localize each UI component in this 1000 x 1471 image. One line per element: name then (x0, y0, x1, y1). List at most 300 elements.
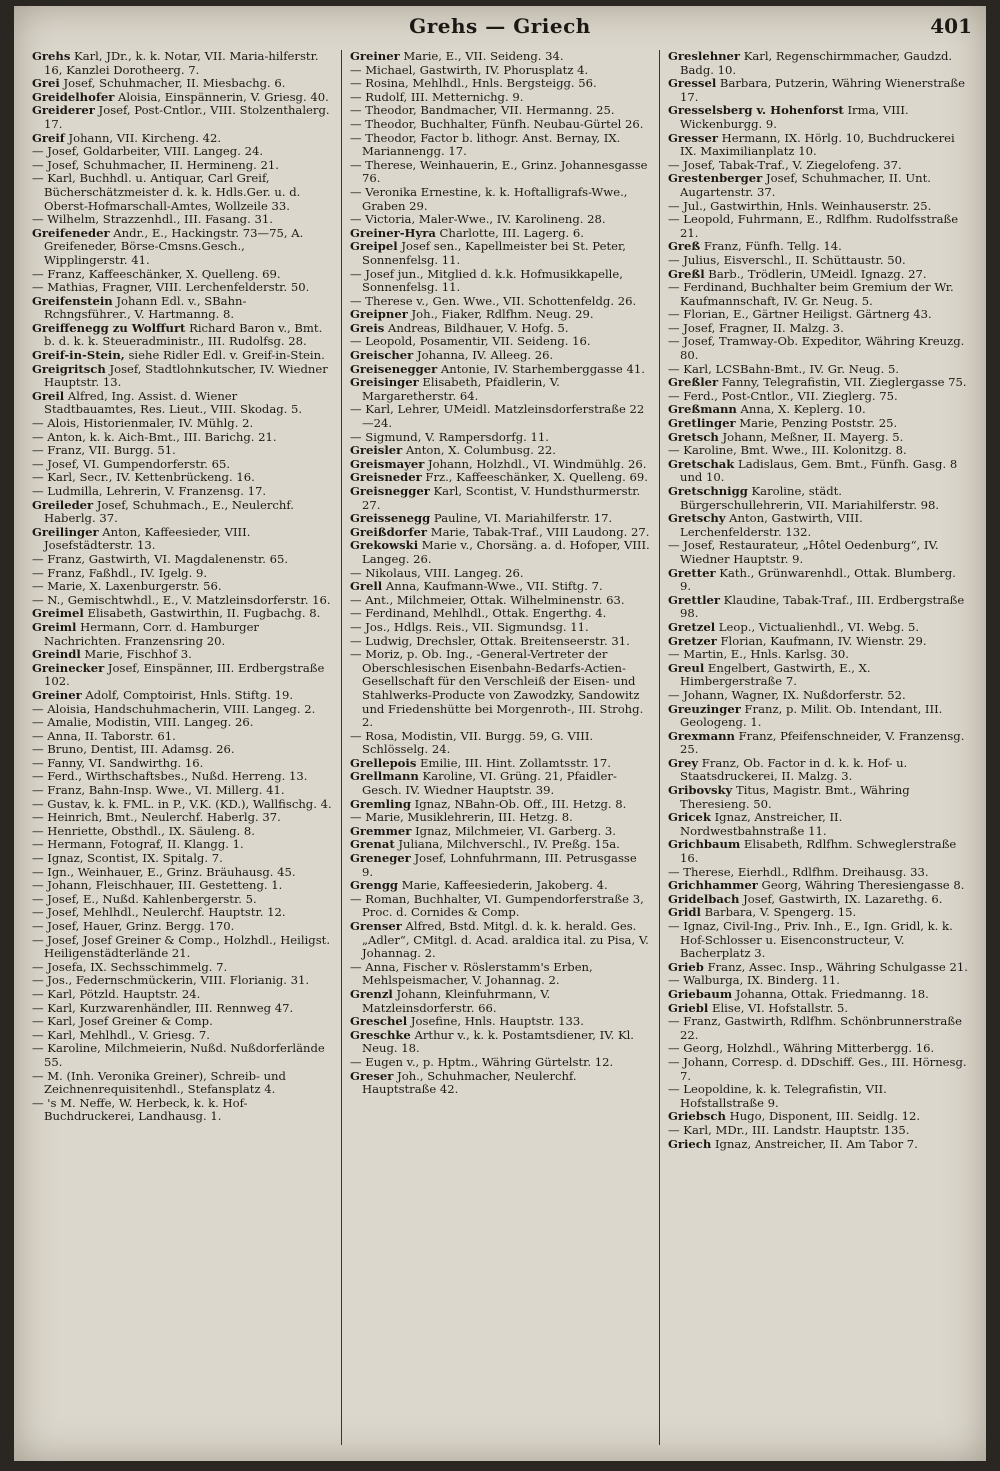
entry-surname: Grengg (350, 878, 399, 893)
entry-details: — Karl, Josef Greiner & Comp. (32, 1014, 213, 1029)
entry-details: — Johann, Wagner, IX. Nußdorferstr. 52. (668, 687, 906, 702)
directory-entry (32, 417, 332, 431)
entry-surname: Gretschak (668, 456, 735, 471)
directory-entry (350, 77, 650, 91)
entry-surname: Greindl (32, 647, 81, 662)
entry-details: — Josef, VI. Gumpendorferstr. 65. (32, 456, 231, 471)
entry-details: — Therese v., Gen. Wwe., VII. Schottenfeldg. 26. (350, 293, 637, 308)
entry-surname: Greuzinger (668, 701, 741, 716)
directory-entry (32, 689, 332, 703)
entry-details: Ignaz, Anstreicher, II. Nordwestbahnstraße 11. (680, 810, 843, 838)
directory-entry (668, 648, 968, 662)
directory-entry (668, 689, 968, 703)
entry-details: — Wilhelm, Strazzenhdl., III. Fasang. 31. (32, 212, 273, 227)
entry-details: — Leopold, Fuhrmann, E., Rdlfhm. Rudolfsstraße 21. (668, 212, 959, 240)
entry-details: Johann, VII. Kircheng. 42. (64, 130, 222, 145)
entry-details: — Veronika Ernestine, k. k. Hoftalligrafs-Wwe., Graben 29. (350, 184, 628, 213)
entry-details: Joh., Fiaker, Rdlfhm. Neug. 29. (407, 307, 594, 322)
directory-entry (32, 580, 332, 594)
entry-details: — Johann, Fleischhauer, III. Gestetteng. 1. (32, 878, 283, 893)
entry-details: Hugo, Disponent, III. Seidlg. 12. (725, 1109, 921, 1124)
entry-details: siehe Ridler Edl. v. Greif-in-Stein. (124, 348, 325, 363)
page-number: 401 (930, 14, 972, 38)
directory-entry (668, 363, 968, 377)
entry-surname: Greisenegger (350, 361, 438, 376)
entry-surname: Gridelbach (668, 891, 740, 906)
entry-surname: Greser (350, 1068, 394, 1083)
directory-entry (350, 186, 650, 213)
entry-details: Juliana, Milchverschl., IV. Preßg. 15a. (394, 837, 620, 852)
directory-entry (668, 159, 968, 173)
entry-details: — Ignaz, Scontist, IX. Spitalg. 7. (32, 851, 223, 866)
directory-entry (32, 526, 332, 553)
directory-entry (350, 349, 650, 363)
directory-entry (32, 132, 332, 146)
directory-entry (350, 730, 650, 757)
directory-entry (32, 621, 332, 648)
entry-details: Franz, Fünfh. Tellg. 14. (700, 239, 842, 254)
directory-entry (350, 485, 650, 512)
entry-details: Marie, Penzing Poststr. 25. (735, 416, 898, 431)
directory-entry (350, 118, 650, 132)
directory-entry (350, 961, 650, 988)
entry-details: Marie v., Chorsäng. a. d. Hofoper, VIII. Langeg. 26. (362, 538, 650, 566)
directory-entry (668, 730, 968, 757)
entry-details: — Therese, Eierhdl., Rdlfhm. Dreihausg. 33. (668, 864, 929, 879)
directory-entry (32, 295, 332, 322)
directory-entry (350, 648, 650, 730)
directory-entry (32, 594, 332, 608)
directory-entry (668, 784, 968, 811)
entry-surname: Greismayer (350, 456, 425, 471)
entry-details: Elise, VI. Hofstallstr. 5. (708, 1000, 849, 1015)
directory-entry (32, 104, 332, 131)
column-divider (659, 50, 660, 1445)
directory-entry (32, 1029, 332, 1043)
directory-entry (668, 635, 968, 649)
entry-details: — N., Gemischtwhdl., E., V. Matzleinsdorferstr. 16. (32, 592, 331, 607)
directory-entry (668, 104, 968, 131)
entry-details: — Karl, LCSBahn-Bmt., IV. Gr. Neug. 5. (668, 361, 900, 376)
entry-details: — Ignaz, Civil-Ing., Priv. Inh., E., Ign. Gridl, k. k. Hof-Schlosser u. Eisenconstructeur, V. Bacherplatz 3. (668, 919, 953, 961)
entry-details: Josef, Einspänner, III. Erdbergstraße 102. (44, 660, 325, 689)
entry-details: Georg, Währing Theresiengasse 8. (757, 878, 965, 893)
entry-details: — Anna, II. Taborstr. 61. (32, 728, 176, 743)
entry-details: Marie, Kaffeesiederin, Jakoberg. 4. (398, 878, 608, 893)
directory-entry (32, 172, 332, 213)
directory-entry (668, 879, 968, 893)
directory-entry (32, 716, 332, 730)
entry-details: — Theodor, Buchhalter, Fünfh. Neubau-Gürtel 26. (350, 116, 644, 131)
entry-surname: Greifeneder (32, 225, 110, 240)
entry-details: Johanna, Ottak. Friedmanng. 18. (732, 986, 929, 1001)
directory-entry (668, 403, 968, 417)
directory-entry (350, 607, 650, 621)
entry-surname: Gretlinger (668, 416, 736, 431)
entry-details: — Martin, E., Hnls. Karlsg. 30. (668, 647, 849, 662)
entry-details: — Theodor, Bandmacher, VII. Hermanng. 25. (350, 103, 615, 118)
directory-entry (32, 825, 332, 839)
directory-entry (32, 730, 332, 744)
entry-surname: Grieb (668, 959, 704, 974)
directory-entry (32, 567, 332, 581)
entry-details: — Marie, X. Laxenburgerstr. 56. (32, 579, 222, 594)
directory-entry (668, 621, 968, 635)
entry-details: Barbara, V. Spengerg. 15. (700, 905, 857, 920)
directory-entry (350, 770, 650, 797)
directory-entry (32, 50, 332, 77)
entry-details: Marie, Fischhof 3. (80, 647, 192, 662)
entry-details: — Karl, Lehrer, UMeidl. Matzleinsdorferstraße 22—24. (350, 402, 645, 431)
entry-details: — Ferd., Wirthschaftsbes., Nußd. Herreng. 13. (32, 769, 308, 784)
directory-entry (350, 213, 650, 227)
entry-details: — Karoline, Bmt. Wwe., III. Kolonitzg. 8. (668, 443, 907, 458)
entry-details: Engelbert, Gastwirth, E., X. Himbergerstraße 7. (680, 660, 871, 689)
entry-details: — Jos., Federnschmückerin, VIII. Florianig. 31. (32, 973, 310, 988)
entry-details: — Moriz, p. Ob. Ing., -General-Vertreter der Oberschlesischen Eisenbahn-Bedarfs-Actien-Gesellschaft für den Verschleiß der Eisen- und Stahlwerks-Producte von Zawodzky, Sandowitz und Friedenshütte bei Morgenroth-, III. Strohg. 2. (350, 647, 644, 730)
directory-entry (350, 240, 650, 267)
entry-surname: Gricek (668, 810, 711, 825)
entry-details: — Rudolf, III. Metternichg. 9. (350, 89, 524, 104)
entry-details: Alfred, Bstd. Mitgl. d. k. k. herald. Ges. „Adler“, CMitgl. d. Acad. araldica ital. zu Pisa, V. Johannag. 2. (362, 919, 649, 961)
directory-entry (668, 308, 968, 322)
directory-entry (32, 1070, 332, 1097)
entry-details: Franz, Pfeifenschneider, V. Franzensg. 25. (680, 728, 965, 757)
directory-entry (32, 920, 332, 934)
entry-details: — Alois, Historienmaler, IV. Mühlg. 2. (32, 416, 254, 431)
directory-entry (32, 852, 332, 866)
entry-details: — Ign., Weinhauer, E., Grinz. Bräuhausg. 45. (32, 864, 296, 879)
entry-details: — Rosa, Modistin, VII. Burgg. 59, G. VIII. Schlösselg. 24. (350, 728, 594, 757)
directory-entry (32, 471, 332, 485)
directory-entry (32, 363, 332, 390)
entry-details: — Franz, Bahn-Insp. Wwe., VI. Millerg. 41. (32, 783, 285, 798)
column-3 (668, 50, 968, 1450)
entry-details: — Karoline, Milchmeierin, Nußd. Nußdorferlände 55. (32, 1041, 325, 1069)
entry-details: Fanny, Telegrafistin, VII. Zieglergasse 75. (718, 375, 967, 390)
directory-entry (668, 390, 968, 404)
entry-details: — Josef, Tramway-Ob. Expeditor, Währing Kreuzg. 80. (668, 334, 965, 363)
entry-details: Josef, Gastwirth, IX. Lazarethg. 6. (739, 891, 943, 906)
directory-entry (668, 703, 968, 730)
entry-details: — Victoria, Maler-Wwe., IV. Karolineng. 28. (350, 212, 606, 227)
entry-surname: Greßl (668, 266, 705, 281)
entry-surname: Greilinger (32, 524, 99, 539)
directory-entry (668, 458, 968, 485)
entry-details: Josef, Schuhmach., E., Neulerchf. Haberlg. 37. (44, 497, 294, 526)
entry-details: — Michael, Gastwirth, IV. Phorusplatz 4. (350, 62, 589, 77)
directory-entry (350, 879, 650, 893)
entry-details: — Heinrich, Bmt., Neulerchf. Haberlg. 37. (32, 810, 281, 825)
directory-entry (32, 281, 332, 295)
entry-surname: Grenzl (350, 986, 393, 1001)
directory-entry (32, 607, 332, 621)
entry-details: Pauline, VI. Mariahilferstr. 17. (430, 511, 613, 526)
entry-details: — Georg, Holzhdl., Währing Mitterbergg. 16. (668, 1041, 935, 1056)
directory-entry (32, 838, 332, 852)
entry-details: — Karl, Mehlhdl., V. Griesg. 7. (32, 1027, 210, 1042)
directory-entry (350, 363, 650, 377)
directory-entry (32, 757, 332, 771)
directory-entry (668, 444, 968, 458)
directory-entry (350, 988, 650, 1015)
directory-entry (350, 1015, 650, 1029)
entry-details: — Amalie, Modistin, VIII. Langeg. 26. (32, 715, 254, 730)
directory-entry (350, 322, 650, 336)
entry-details: — Theodor, Factor b. lithogr. Anst. Bernay, IX. Mariannengg. 17. (350, 130, 621, 159)
entry-details: Ignaz, Anstreicher, II. Am Tabor 7. (711, 1136, 918, 1151)
entry-surname: Gretzel (668, 619, 716, 634)
entry-details: Karoline, städt. Bürgerschullehrerin, VII. Mariahilferstr. 98. (680, 484, 940, 512)
entry-surname: Greidelhofer (32, 89, 115, 104)
entry-surname: Grey (668, 755, 699, 770)
directory-entry (32, 961, 332, 975)
entry-details: — Karl, Buchhdl. u. Antiquar, Carl Greif, Bücherschätzmeister d. k. k. Hdls.Ger. u. d. Oberst-Hofmarschall-Amtes, Wollzeile 33. (32, 171, 301, 213)
entry-surname: Greschel (350, 1014, 408, 1029)
entry-details: — Anton, k. k. Aich-Bmt., III. Barichg. 21. (32, 429, 277, 444)
entry-surname: Grexmann (668, 728, 735, 743)
directory-entry (32, 648, 332, 662)
entry-surname: Grekowski (350, 538, 419, 553)
entry-surname: Grehs (32, 50, 71, 63)
entry-details: — Franz, Gastwirth, VI. Magdalenenstr. 65. (32, 551, 289, 566)
entry-details: Josef, Schuhmacher, II. Unt. Augartenstr. 37. (680, 171, 931, 199)
directory-entry (32, 213, 332, 227)
entry-details: — Therese, Weinhauerin, E., Grinz. Johannesgasse 76. (350, 157, 648, 186)
directory-entry (668, 662, 968, 689)
entry-details: — Fanny, VI. Sandwirthg. 16. (32, 755, 204, 770)
entry-surname: Grenat (350, 837, 395, 852)
entry-details: — Julius, Eisverschl., II. Schüttaustr. 50. (668, 252, 906, 267)
entry-details: Hermann, IX. Hörlg. 10, Buchdruckerei IX. Maximilianplatz 10. (680, 130, 955, 159)
entry-details: — Josef, Schuhmacher, II. Hermineng. 21. (32, 157, 279, 172)
entry-surname: Gressel (668, 76, 717, 91)
directory-entry (32, 879, 332, 893)
directory-entry (350, 811, 650, 825)
entry-details: Karl, Scontist, V. Hundsthurmerstr. 27. (362, 484, 641, 512)
entry-surname: Grei (32, 76, 60, 91)
directory-entry (668, 1056, 968, 1083)
entry-surname: Grellepois (350, 755, 417, 770)
entry-details: — Roman, Buchhalter, VI. Gumpendorferstraße 3, Proc. d. Cornides & Comp. (350, 891, 644, 920)
directory-entry (350, 893, 650, 920)
entry-surname: Gretter (668, 565, 716, 580)
directory-entry (32, 770, 332, 784)
entry-details: Barbara, Putzerin, Währing Wienerstraße 17. (680, 76, 965, 104)
entry-surname: Greß (668, 239, 701, 254)
entry-details: — Marie, Musiklehrerin, III. Hetzg. 8. (350, 810, 573, 825)
entry-details: — Walburga, IX. Binderg. 11. (668, 973, 840, 988)
entry-details: Josefine, Hnls. Hauptstr. 133. (407, 1014, 584, 1029)
entry-surname: Grellmann (350, 769, 419, 784)
entry-details: Antonie, IV. Starhemberggasse 41. (437, 361, 645, 376)
entry-details: Frz., Kaffeeschänker, X. Quelleng. 69. (421, 470, 648, 485)
directory-entry (32, 91, 332, 105)
directory-entry (32, 893, 332, 907)
entry-surname: Greßmann (668, 402, 737, 417)
entry-details: Adolf, Comptoirist, Hnls. Stiftg. 19. (81, 687, 294, 702)
directory-entry (350, 621, 650, 635)
directory-entry (668, 988, 968, 1002)
entry-details: — M. (Inh. Veronika Greiner), Schreib- und Zeichnenrequisitenhdl., Stefansplatz 4. (32, 1068, 286, 1097)
directory-entry (32, 268, 332, 282)
directory-entry (668, 417, 968, 431)
directory-entry (32, 322, 332, 349)
entry-details: Anna, X. Keplerg. 10. (736, 402, 866, 417)
entry-details: — Josef, Restaurateur, „Hôtel Oedenburg“, IV. Wiedner Hauptstr. 9. (668, 538, 939, 566)
directory-entry (32, 349, 332, 363)
entry-details: — Ferdinand, Buchhalter beim Gremium der Wr. Kaufmannschaft, IV. Gr. Neug. 5. (668, 280, 954, 308)
column-2 (350, 50, 650, 1450)
entry-details: Karl, Regenschirmmacher, Gaudzd. Badg. 10. (680, 50, 953, 77)
entry-details: Franz, p. Milit. Ob. Intendant, III. Geologeng. 1. (680, 701, 943, 730)
entry-details: Titus, Magistr. Bmt., Währing Theresieng. 50. (680, 783, 910, 811)
directory-entry (350, 526, 650, 540)
directory-entry (350, 376, 650, 403)
directory-entry (350, 159, 650, 186)
entry-details: Klaudine, Tabak-Traf., III. Erdbergstraße 98. (680, 592, 965, 621)
directory-entry (350, 50, 650, 64)
entry-surname: Gretschy (668, 511, 726, 526)
directory-entry (668, 322, 968, 336)
directory-entry (32, 159, 332, 173)
directory-entry (32, 974, 332, 988)
directory-entry (32, 662, 332, 689)
entry-details: — Rosina, Mehlhdl., Hnls. Bergsteigg. 56. (350, 76, 597, 91)
column-divider (341, 50, 342, 1445)
directory-entry (668, 974, 968, 988)
entry-details: Anna, Kaufmann-Wwe., VII. Stiftg. 7. (382, 579, 603, 594)
directory-entry (350, 227, 650, 241)
directory-entry (668, 866, 968, 880)
directory-entry (350, 1029, 650, 1056)
entry-details: — Gustav, k. k. FML. in P., V.K. (KD.), Wallfischg. 4. (32, 796, 332, 811)
entry-surname: Greiner (350, 50, 400, 63)
entry-details: Ladislaus, Gem. Bmt., Fünfh. Gasg. 8 und 10. (680, 456, 958, 485)
directory-entry (668, 920, 968, 961)
directory-entry (350, 132, 650, 159)
entry-surname: Greis (350, 320, 385, 335)
directory-entry (32, 1015, 332, 1029)
entry-details: — Karl, MDr., III. Landstr. Hauptstr. 135. (668, 1122, 910, 1137)
directory-entry (32, 934, 332, 961)
entry-surname: Greipel (350, 239, 398, 254)
directory-entry (350, 403, 650, 430)
directory-entry (350, 431, 650, 445)
directory-entry (668, 431, 968, 445)
entry-surname: Greul (668, 660, 705, 675)
entry-details: — Jos., Hdlgs. Reis., VII. Sigmundsg. 11. (350, 619, 589, 634)
entry-surname: Greissenegg (350, 511, 431, 526)
entry-details: Joh., Schuhmacher, Neulerchf. Hauptstraße 42. (362, 1068, 577, 1097)
entry-surname: Gremmer (350, 823, 412, 838)
directory-entry (668, 1015, 968, 1042)
directory-entry (350, 458, 650, 472)
directory-entry (668, 1083, 968, 1110)
directory-entry (350, 852, 650, 879)
directory-entry (668, 1110, 968, 1124)
directory-entry (32, 458, 332, 472)
entry-details: Franz, Ob. Factor in d. k. k. Hof- u. Staatsdruckerei, II. Malzg. 3. (680, 755, 908, 784)
directory-entry (668, 1042, 968, 1056)
directory-entry (350, 635, 650, 649)
entry-details: — Johann, Corresp. d. DDschiff. Ges., III. Hörnesg. 7. (668, 1054, 967, 1083)
entry-surname: Greinecker (32, 660, 105, 675)
entry-surname: Grichhammer (668, 878, 758, 893)
entry-surname: Greißdorfer (350, 524, 428, 539)
directory-entry (32, 553, 332, 567)
directory-entry (668, 335, 968, 362)
directory-entry (350, 580, 650, 594)
directory-entry (668, 254, 968, 268)
entry-details: — Karl, Pötzld. Hauptstr. 24. (32, 986, 201, 1001)
entry-surname: Greileder (32, 497, 94, 512)
directory-entry (350, 512, 650, 526)
entry-details: — Leopold, Posamentir, VII. Seideng. 16. (350, 334, 591, 349)
entry-details: — Josef, Josef Greiner & Comp., Holzhdl., Heiligst. Heiligenstädterlände 21. (32, 932, 331, 961)
directory-entry (668, 485, 968, 512)
entry-details: Marie, Tabak-Traf., VIII Laudong. 27. (427, 524, 650, 539)
entry-surname: Greisneder (350, 470, 422, 485)
entry-surname: Greipner (350, 307, 408, 322)
directory-entry (350, 920, 650, 961)
entry-details: — Ludmilla, Lehrerin, V. Franzensg. 17. (32, 484, 267, 498)
directory-entry (32, 431, 332, 445)
entry-details: Franz, Assec. Insp., Währing Schulgasse 21. (703, 959, 968, 974)
directory-entry (668, 893, 968, 907)
entry-details: — Anna, Fischer v. Röslerstamm's Erben, Mehlspeismacher, V. Johannag. 2. (350, 959, 593, 988)
entry-details: — Mathias, Fragner, VIII. Lerchenfelderstr. 50. (32, 280, 310, 295)
entry-details: — Ant., Milchmeier, Ottak. Wilhelminenstr. 63. (350, 592, 625, 607)
entry-details: Ignaz, Milchmeier, VI. Garberg. 3. (411, 823, 616, 838)
entry-details: Elisabeth, Rdlfhm. Schweglerstraße 16. (680, 837, 957, 866)
directory-entry (32, 866, 332, 880)
directory-entry (668, 539, 968, 566)
directory-entry (350, 757, 650, 771)
entry-surname: Greil (32, 388, 65, 403)
entry-surname: Grettler (668, 592, 720, 607)
entry-surname: Griebaum (668, 986, 733, 1001)
entry-details: Karl, JDr., k. k. Notar, VII. Maria-hilferstr. 16, Kanzlei Dorotheerg. 7. (44, 50, 319, 77)
directory-entry (668, 281, 968, 308)
entry-surname: Greigritsch (32, 361, 106, 376)
entry-details: Anton, Gastwirth, VIII. Lerchenfelderstr. 132. (680, 511, 863, 539)
directory-entry (32, 811, 332, 825)
directory-entry (350, 295, 650, 309)
entry-details: Charlotte, III. Lagerg. 6. (435, 225, 584, 240)
directory-entry (668, 172, 968, 199)
entry-surname: Greiml (32, 619, 77, 634)
entry-details: — Josef, E., Nußd. Kahlenbergerstr. 5. (32, 891, 257, 906)
entry-details: — Leopoldine, k. k. Telegrafistin, VII. Hofstallstraße 9. (668, 1082, 887, 1110)
directory-entry (350, 567, 650, 581)
directory-entry (350, 838, 650, 852)
directory-entry (668, 240, 968, 254)
directory-entry (350, 335, 650, 349)
directory-entry (668, 1124, 968, 1138)
entry-surname: Greiner (32, 687, 82, 702)
entry-details: Barb., Trödlerin, UMeidl. Ignazg. 27. (704, 266, 927, 281)
entry-details: Marie, E., VII. Seideng. 34. (399, 50, 564, 63)
directory-entry (32, 784, 332, 798)
directory-entry (350, 471, 650, 485)
entry-surname: Greiner-Hyra (350, 225, 436, 240)
directory-entry (668, 200, 968, 214)
entry-details: — Karl, Kurzwarenhändler, III. Rennweg 47. (32, 1000, 294, 1015)
running-head: Grehs — Griech (409, 14, 591, 38)
entry-details: — Florian, E., Gärtner Heiligst. Gärtnerg 43. (668, 307, 932, 322)
entry-details: Hermann, Corr. d. Hamburger Nachrichten. Franzensring 20. (44, 619, 259, 648)
